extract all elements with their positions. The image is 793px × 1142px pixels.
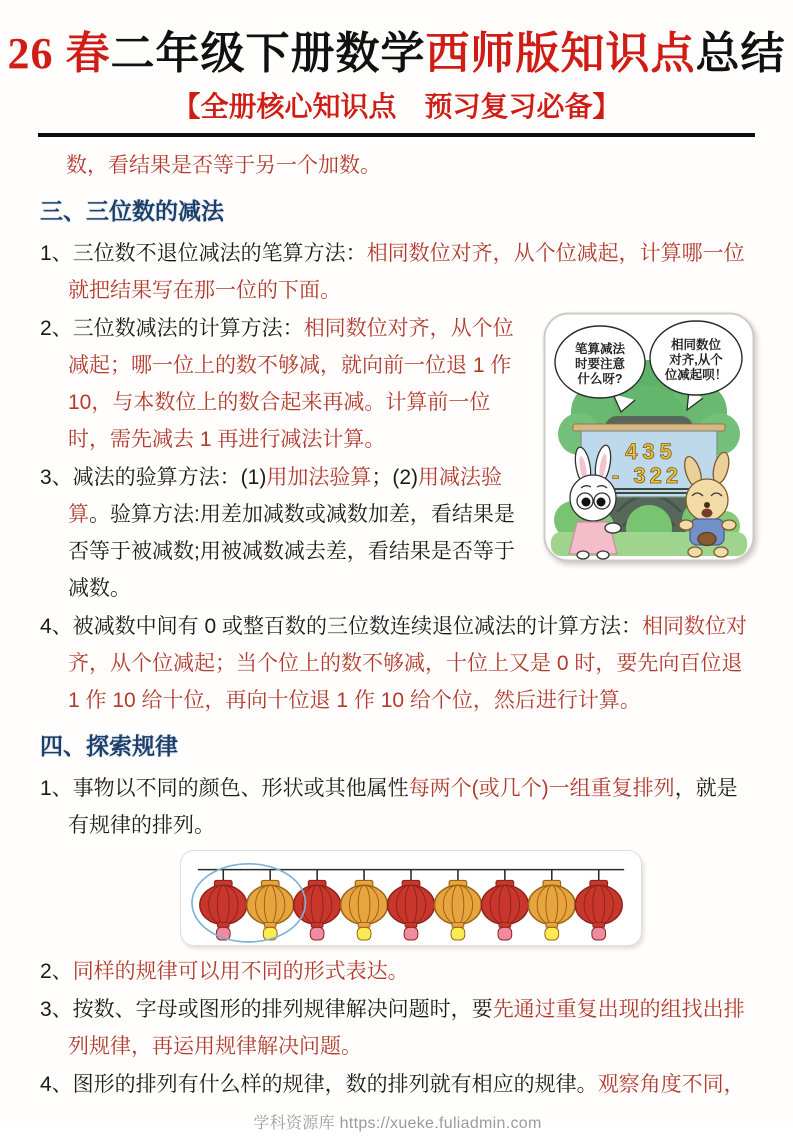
svg-text:时要注意: 时要注意: [574, 357, 626, 371]
section-heading-subtraction: 三、三位数的减法: [40, 198, 224, 224]
lantern-red: [481, 885, 528, 924]
lantern-part: [358, 922, 370, 927]
board-minuend: 435: [625, 439, 677, 464]
svg-text:对齐,从个: 对齐,从个: [669, 353, 723, 367]
text-segment: 用加法验算: [266, 466, 372, 489]
svg-text:什么呀?: 什么呀?: [577, 372, 623, 386]
lantern-part: [593, 922, 605, 927]
text-segment: 2、三位数减法的计算方法：: [40, 317, 304, 340]
footer-watermark: 学科资源库 https://xueke.fuliadmin.com: [253, 1115, 542, 1132]
text-segment: 相同数位对齐，从个位减起，计算哪一位就把结果写在那一位的下面。: [68, 242, 745, 302]
text-segment: 3、减法的验算方法：(1): [40, 466, 267, 489]
lantern-part: [217, 922, 229, 927]
lantern-tassel: [404, 927, 418, 940]
text-segment: 数，看结果是否等于另一个加数。: [66, 154, 381, 177]
text-segment: 先通过重复出现的组找出排列规律，再运用规律解决问题。: [68, 998, 745, 1058]
intro-carryover-line: [40, 147, 755, 184]
lantern-figure-svg: [185, 854, 637, 942]
text-segment: 相同数位对齐，从个位减起；当个位上的数不够减，十位上又是 0 时，要先向百位退 1 作 10 给十位，再向十位退 1 作 10 给个位，然后进行计算。: [68, 615, 748, 712]
lantern-red: [200, 885, 247, 924]
lantern-part: [311, 922, 323, 927]
text-segment: 每两个(或几个)一组重复排列: [408, 777, 675, 800]
list-item: [40, 770, 755, 844]
lantern-part: [499, 922, 511, 927]
text-segment: 。验算方法:用差加减数或减数加差，看结果是否等于被减数;用被减数减去差，看结果是否等于减数。: [68, 503, 515, 600]
lantern-red: [575, 885, 622, 924]
text-segment: 4、被减数中间有 0 或整百数的三位数连续退位减法的计算方法：: [40, 615, 643, 638]
page-title: [0, 26, 793, 81]
list-item: [40, 1066, 755, 1103]
lantern-part: [264, 922, 276, 927]
text-segment: 2、: [40, 960, 73, 983]
lantern-tassel: [592, 927, 606, 940]
lantern-red: [388, 885, 435, 924]
board-subtrahend: - 322: [611, 463, 683, 488]
lantern-part: [546, 922, 558, 927]
text-segment: 4、图形的排列有什么样的规律，数的排列就有相应的规律。: [40, 1073, 598, 1096]
lantern-orange: [341, 885, 388, 924]
lantern-orange: [434, 885, 481, 924]
svg-text:相同数位: 相同数位: [670, 338, 722, 352]
title-part-1: 26 春: [7, 29, 111, 78]
page-content: [0, 137, 793, 1142]
list-item: [40, 608, 755, 719]
lantern-tassel: [498, 927, 512, 940]
lantern-part: [452, 922, 464, 927]
list-item: [40, 235, 755, 309]
lantern-orange: [528, 885, 575, 924]
text-segment: ，就是有规律的排列。: [68, 777, 738, 837]
text-segment: 1、三位数不退位减法的笔算方法：: [40, 242, 367, 265]
title-part-2: 二年级下册数学: [110, 29, 426, 78]
page-header: [0, 0, 793, 137]
lantern-orange: [247, 885, 294, 924]
text-segment: 3、按数、字母或图形的排列规律解决问题时，要: [40, 998, 493, 1021]
lantern-part: [405, 922, 417, 927]
lantern-tassel: [310, 927, 324, 940]
lantern-tassel: [451, 927, 465, 940]
lantern-tassel: [357, 927, 371, 940]
lantern-tassel: [545, 927, 559, 940]
svg-text:位减起呗！: 位减起呗！: [664, 368, 728, 382]
list-item: [40, 953, 755, 990]
title-part-3: 西师版知识点: [425, 29, 696, 78]
text-segment: ；(2): [371, 466, 419, 489]
lantern-pattern-figure: [180, 850, 642, 946]
page-subtitle: 【全册核心知识点 预习复习必备】: [172, 92, 621, 123]
cartoon-svg: [543, 312, 755, 562]
cartoon-illustration: [543, 312, 755, 562]
list-item: [40, 991, 755, 1065]
title-part-4: 总结: [695, 29, 786, 78]
text-segment: 用减法验算: [68, 466, 503, 526]
text-segment: 观察角度不同，: [597, 1073, 745, 1096]
text-segment: 相同数位对齐，从个位减起；哪一位上的数不够减，就向前一位退 1 作 10，与本数位上的数合起来再减。计算前一位时，需先减去 1 再进行减法计算。: [68, 317, 514, 451]
section-heading-patterns: 四、探索规律: [40, 733, 178, 759]
text-segment: 1、事物以不同的颜色、形状或其他属性: [40, 777, 409, 800]
svg-text:笔算减法: 笔算减法: [574, 342, 626, 356]
text-segment: 同样的规律可以用不同的形式表达。: [72, 960, 409, 983]
